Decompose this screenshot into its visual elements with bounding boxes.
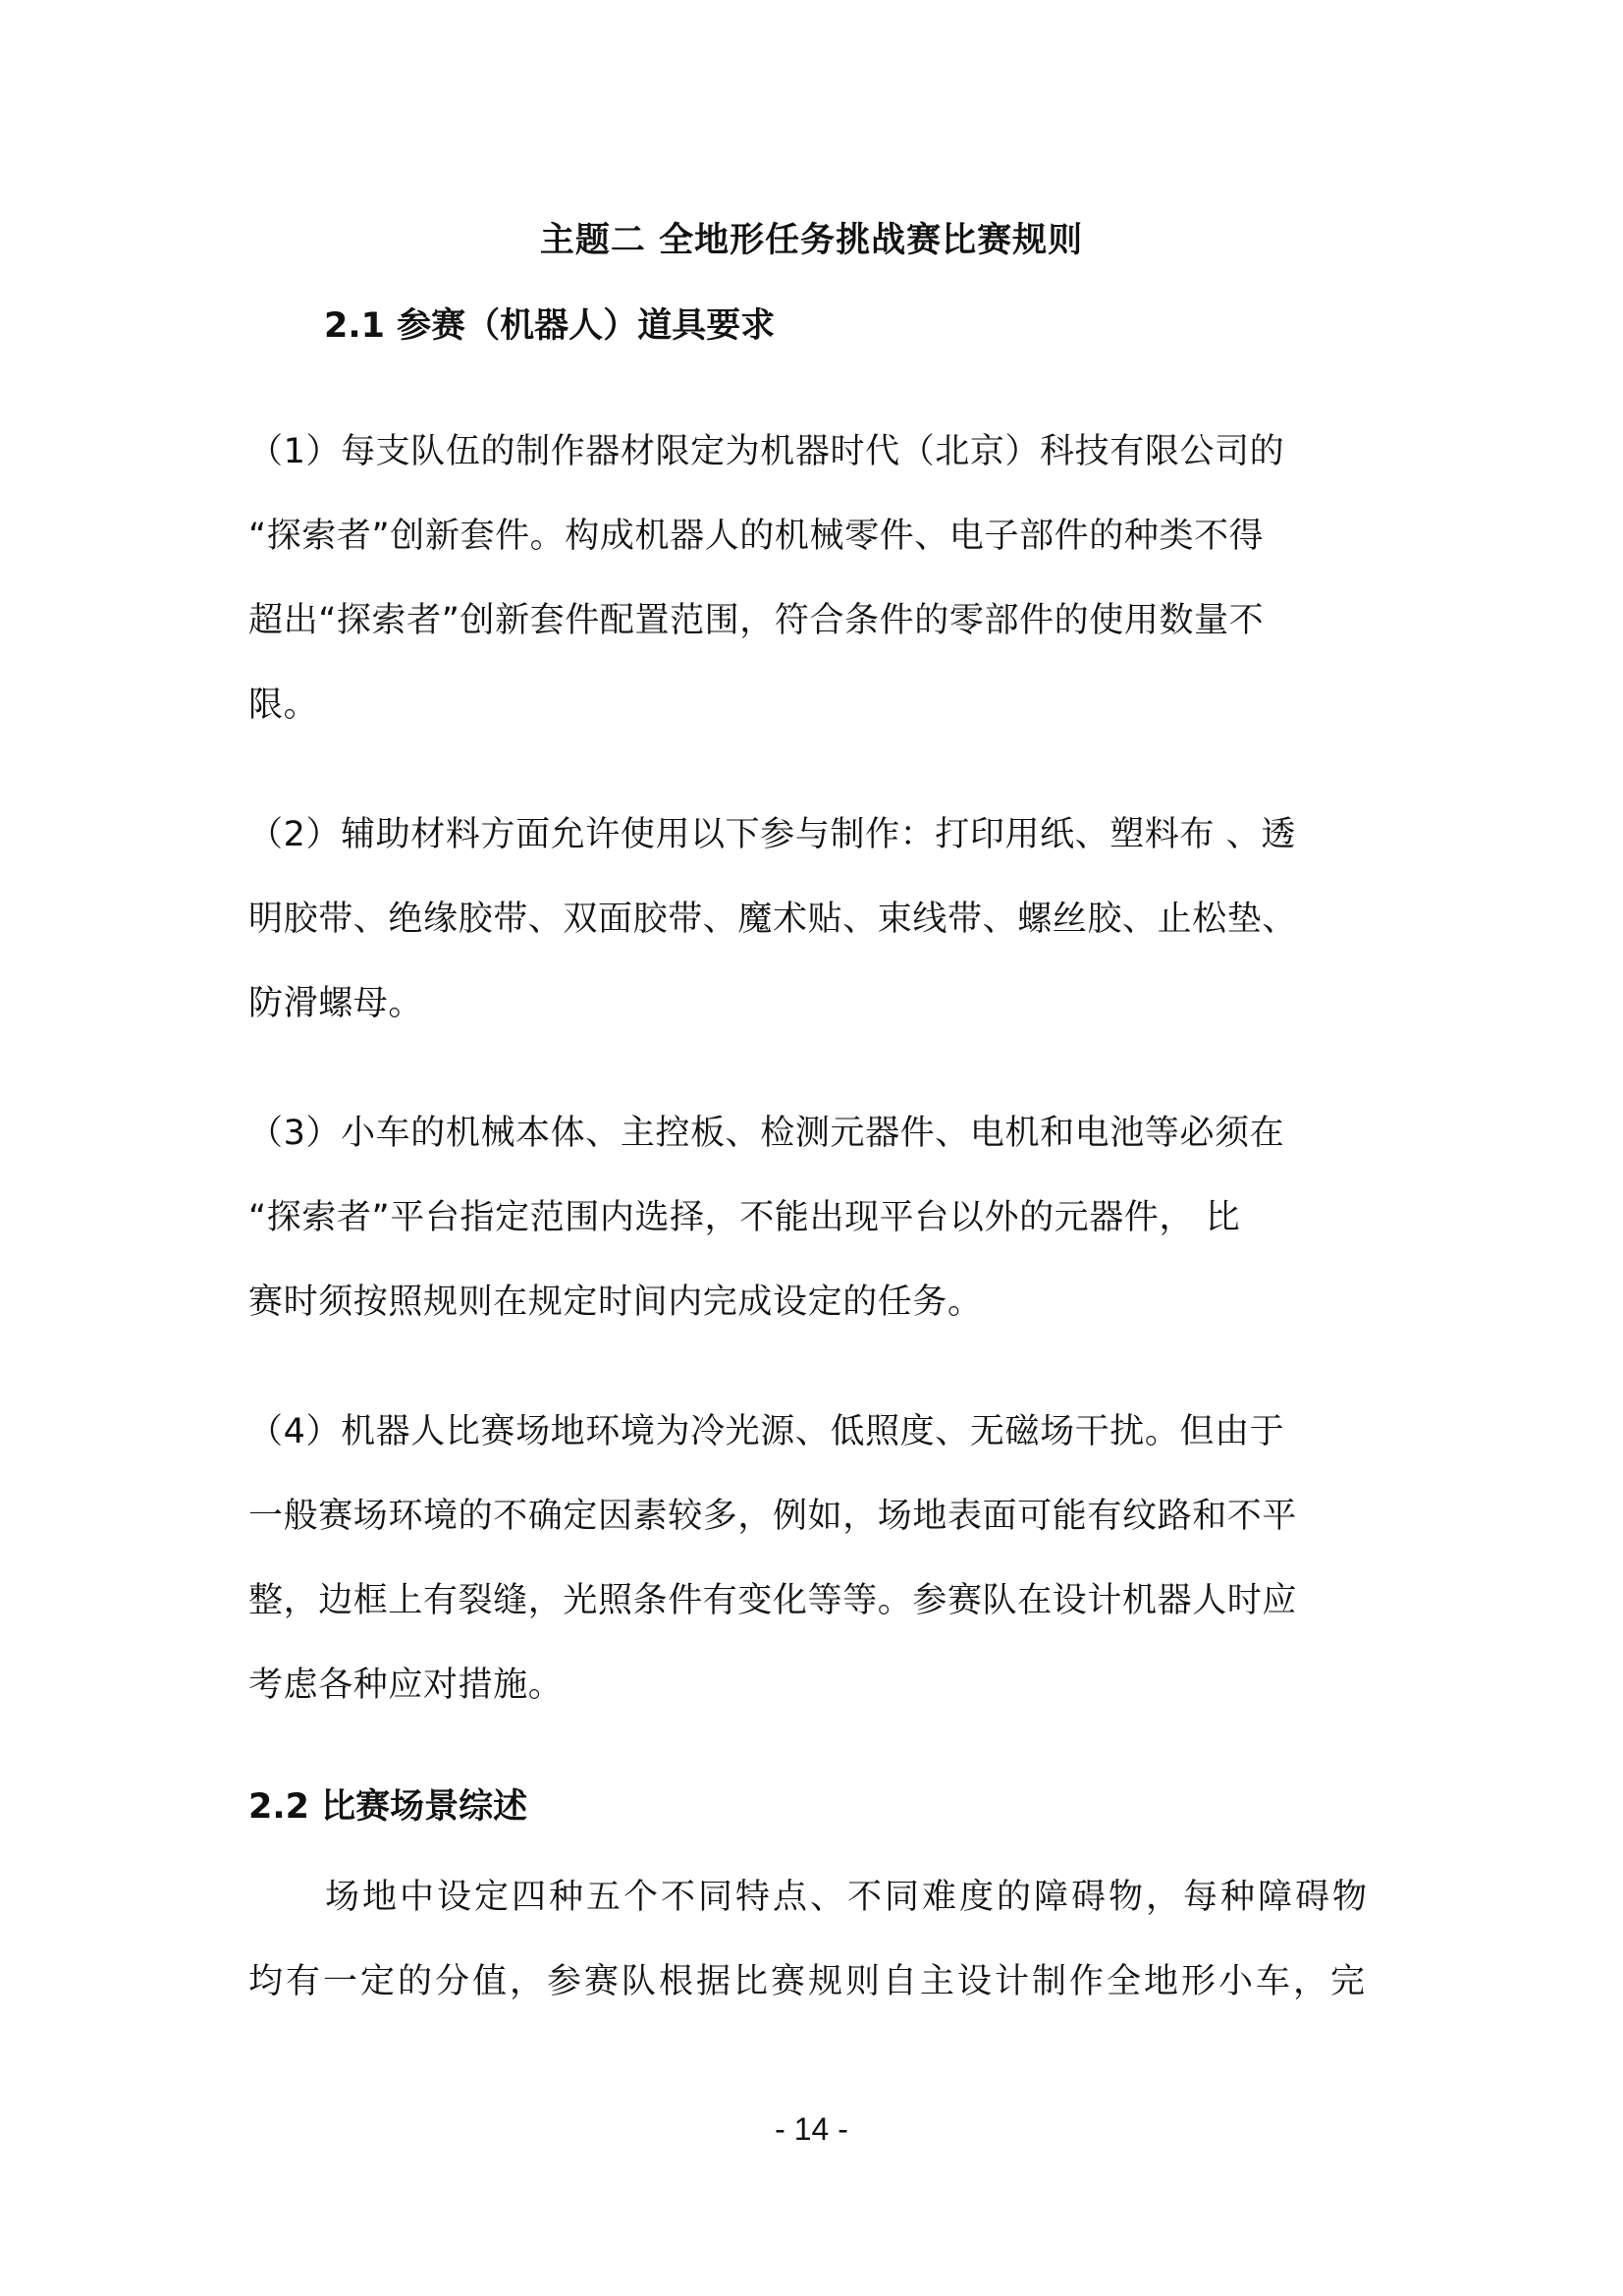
paragraph-line: （1）每支队伍的制作器材限定为机器时代（北京）科技有限公司的: [248, 432, 1285, 471]
paragraph-4: [248, 1390, 1385, 1727]
paragraph-line: 考虑各种应对措施。: [248, 1666, 564, 1705]
paragraph-line: 整，边框上有裂缝，光照条件有变化等等。参赛队在设计机器人时应: [248, 1581, 1298, 1620]
paragraph-line: （3）小车的机械本体、主控板、检测元器件、电机和电池等必须在: [248, 1114, 1285, 1153]
paragraph-line: 均有一定的分值，参赛队根据比赛规则自主设计制作全地形小车，完: [248, 1962, 1369, 2001]
paragraph-5: [248, 1855, 1385, 2024]
paragraph-3: [248, 1091, 1385, 1344]
paragraph-line: 限。: [248, 685, 319, 725]
paragraph-line: “探索者”平台指定范围内选择，不能出现平台以外的元器件， 比: [248, 1198, 1241, 1237]
paragraph-1: [248, 410, 1385, 747]
page-number: - 14 -: [775, 2111, 848, 2147]
paragraph-line: 超出“探索者”创新套件配置范围，符合条件的零部件的使用数量不: [248, 601, 1265, 640]
paragraph-2: [248, 793, 1385, 1046]
paragraph-line: （4）机器人比赛场地环境为冷光源、低照度、无磁场干扰。但由于: [248, 1412, 1285, 1451]
paragraph-line: “探索者”创新套件。构成机器人的机械零件、电子部件的种类不得: [248, 517, 1265, 556]
section-heading-2-2: 2.2 比赛场景综述: [248, 1787, 528, 1827]
section-heading-2-1: 2.1 参赛（机器人）道具要求: [324, 306, 776, 346]
paragraph-line: 防滑螺母。: [248, 984, 424, 1023]
paragraph-line: （2）辅助材料方面允许使用以下参与制作：打印用纸、塑料布 、透: [248, 815, 1296, 854]
paragraph-line: 明胶带、绝缘胶带、双面胶带、魔术贴、束线带、螺丝胶、止松垫、: [248, 900, 1298, 939]
paragraph-line: 赛时须按照规则在规定时间内完成设定的任务。: [248, 1283, 983, 1322]
page-title: 主题二 全地形任务挑战赛比赛规则: [539, 221, 1084, 260]
paragraph-line: 一般赛场环境的不确定因素较多，例如，场地表面可能有纹路和不平: [248, 1497, 1298, 1536]
paragraph-line: 场地中设定四种五个不同特点、不同难度的障碍物，每种障碍物: [325, 1878, 1371, 1917]
